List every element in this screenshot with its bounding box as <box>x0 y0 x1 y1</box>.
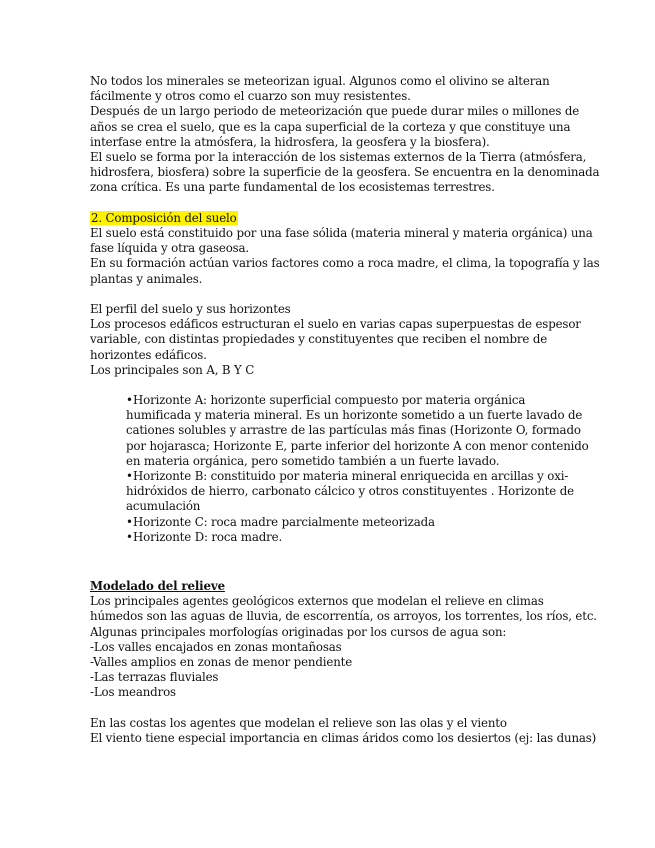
text-line: Los principales son A, B Y C <box>90 362 255 377</box>
text-line: húmedos son las aguas de lluvia, de escorrentía, os arroyos, los torrentes, los ríos, etc. <box>90 609 597 624</box>
text-line: Algunas principales morfologías originadas por los cursos de agua son: <box>90 624 507 639</box>
list-item-text: Horizonte B: constituido por materia mineral enriquecida en arcillas y oxi- <box>133 469 569 484</box>
text-line: cationes solubles y arrastre de las partículas más finas (Horizonte O, formado <box>126 423 581 438</box>
text-line: fácilmente y otros como el cuarzo son muy resistentes. <box>90 89 411 104</box>
section-heading-composicion: 2. Composición del suelo <box>91 210 237 225</box>
text-line: Los principales agentes geológicos externos que modelan el relieve en climas <box>90 594 544 609</box>
list-item-horizonte-b <box>126 469 575 515</box>
text-line: El viento tiene especial importancia en climas áridos como los desiertos (ej: las dunas) <box>90 731 597 746</box>
text-line: hidróxidos de hierro, carbonato cálcico y otros constituyentes . Horizonte de <box>126 484 574 499</box>
bullet-marker: • <box>126 469 133 484</box>
intro-paragraph <box>90 74 600 196</box>
text-line: En su formación actúan varios factores como a roca madre, el clima, la topografía y las <box>90 256 600 271</box>
text-line: hidrosfera, biosfera) sobre la superficie de la geosfera. Se encuentra en la denominada <box>90 165 600 180</box>
relieve-section <box>90 579 597 746</box>
text-line: El suelo está constituido por una fase sólida (materia mineral y materia orgánica) una <box>90 226 593 241</box>
text-line: Los procesos edáficos estructuran el suelo en varias capas superpuestas de espesor <box>90 317 581 332</box>
text-line: Después de un largo periodo de meteorización que puede durar miles o millones de <box>90 104 580 119</box>
text-line: en materia orgánica, pero sometido también a un fuerte lavado. <box>126 453 500 468</box>
text-line: por hojarasca; Horizonte E, parte inferior del horizonte A con menor contenido <box>126 438 589 453</box>
text-line: El suelo se forma por la interacción de los sistemas externos de la Tierra (atmósfera, <box>90 150 587 165</box>
text-line: -Valles amplios en zonas de menor pendiente <box>90 655 353 670</box>
list-item-horizonte-d <box>126 530 575 545</box>
subsection-title-perfil: El perfil del suelo y sus horizontes <box>90 302 291 317</box>
text-line: variable, con distintas propiedades y constituyentes que reciben el nombre de <box>90 332 548 347</box>
text-line: zona crítica. Es una parte fundamental de los ecosistemas terrestres. <box>90 180 495 195</box>
text-line: interfase entre la atmósfera, la hidrosfera, la geosfera y la biosfera). <box>90 134 490 149</box>
composicion-section <box>90 210 600 287</box>
list-item-horizonte-c <box>126 515 575 530</box>
list-item-text: Horizonte A: horizonte superficial compuesto por materia orgánica <box>133 393 526 408</box>
perfil-section <box>90 302 589 545</box>
text-line: -Los valles encajados en zonas montañosas <box>90 639 342 654</box>
text-line: humificada y materia mineral. Es un horizonte sometido a un fuerte lavado de <box>126 408 583 423</box>
text-line: En las costas los agentes que modelan el relieve son las olas y el viento <box>90 715 507 730</box>
text-line: No todos los minerales se meteorizan igual. Algunos como el olivino se alteran <box>90 74 550 88</box>
text-line: -Los meandros <box>90 685 176 700</box>
list-item-text: Horizonte D: roca madre. <box>133 529 283 544</box>
text-line: años se crea el suelo, que es la capa superficial de la corteza y que constituye una <box>90 119 571 134</box>
text-line: acumulación <box>126 499 201 514</box>
section-heading-relieve: Modelado del relieve <box>90 579 225 594</box>
list-item-text: Horizonte C: roca madre parcialmente meteorizada <box>133 514 435 529</box>
text-line: -Las terrazas fluviales <box>90 670 219 685</box>
bullet-marker: • <box>126 529 133 544</box>
text-line: fase líquida y otra gaseosa. <box>90 241 250 256</box>
bullet-marker: • <box>126 514 133 529</box>
text-line: plantas y animales. <box>90 271 203 286</box>
list-item-horizonte-a <box>126 393 589 469</box>
horizontes-list <box>90 393 589 545</box>
text-line: horizontes edáficos. <box>90 347 207 362</box>
bullet-marker: • <box>126 393 133 408</box>
